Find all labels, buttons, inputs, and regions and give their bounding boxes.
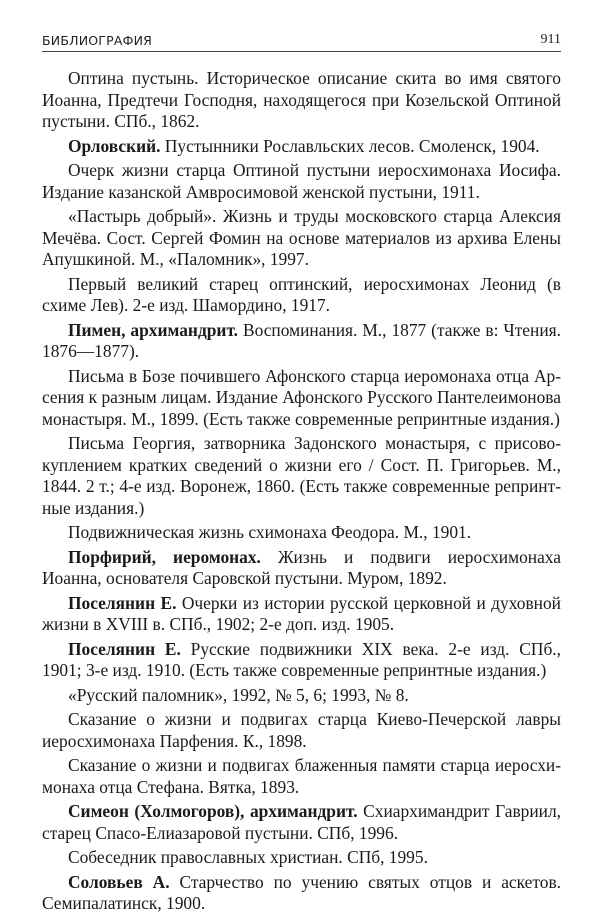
bibliography-entry [42,639,561,682]
entry-text: Очерк жизни старца Оптиной пустыни иеросхимонаха Иосифа. Издание казанской Амвросимовой женской пустыни, 1911. [42,160,561,202]
entry-text: Воспоминания. М., 1877 (также в: Чтения. 1876—1877). [42,319,561,361]
entry-author: Поселянин Е. [68,592,177,613]
bibliography-entry [42,547,561,590]
bibliography-entry [42,709,561,752]
bibliography-entry [42,872,561,915]
book-page [42,30,561,918]
entry-author: Соловьев А. [68,871,170,892]
entry-text: Русские подвижники XIX века. 2-е изд. СПб., 1901; 3-е изд. 1910. (Есть также современные репринтные издания.) [42,638,561,680]
entry-text: Жизнь и подвиги иеросхимонаха Иоанна, основателя Саровской пустыни. Муром, 1892. [42,546,561,588]
entry-text: Письма в Бозе почившего Афонского старца иеромонаха отца Арсения к разным лицам. Издание Афонского Русского Пантелеимонова монастыря. М., 1899. (Есть также современные репринтные издания.) [42,365,561,429]
bibliography-entry [42,274,561,317]
entry-text: Письма Георгия, затворника Задонского монастыря, с присовокуплением кратких сведений о жизни его / Сост. П. Григорьев. М., 1844. 2 т.; 4-е изд. Воронеж, 1860. (Есть также современные репринтные издания.) [42,433,561,518]
entry-author: Орловский. [68,135,161,156]
entry-text: Подвижническая жизнь схимонаха Феодора. М., 1901. [68,522,472,542]
entry-text: Оптина пустынь. Историческое описание скита во имя святого Иоанна, Предтечи Господня, находящегося при Козельской Оптиной пустыни. СПб., 1862. [42,68,561,131]
entry-author: Поселянин Е. [68,638,181,659]
entry-text: Старчество по учению святых отцов и аскетов. Семипалатинск, 1900. [42,871,562,913]
entry-author: Пимен, архимандрит. [68,319,239,340]
bibliography-entry [42,136,561,158]
bibliography-entry [42,755,561,798]
bibliography-entry [42,68,561,133]
entry-text: Собеседник православных христиан. СПб, 1995. [68,847,428,867]
bibliography-entry [42,366,561,431]
bibliography-list [42,68,561,915]
bibliography-entry [42,160,561,203]
entry-text: Сказание о жизни и подвигах старца Киево-Печерской лавры иеросхимонаха Парфения. К., 1898. [42,709,561,751]
entry-text: Сказание о жизни и подвигах блаженныя памяти старца иеросхимонаха отца Стефана. Вятка, 1893. [42,755,561,797]
bibliography-entry [42,847,561,869]
bibliography-entry [42,685,561,707]
bibliography-entry [42,522,561,544]
running-head [42,30,561,52]
entry-text: Схиархимандрит Гавриил, старец Спасо-Елиазаровой пустыни. СПб, 1996. [42,801,561,843]
bibliography-entry [42,801,561,844]
entry-text: Очерки из истории русской церковной и духовной жизни в XVIII в. СПб., 1902; 2-е доп. изд. 1905. [42,592,561,634]
entry-text: Пустынники Рославльских лесов. Смоленск, 1904. [160,135,540,156]
page-number: 911 [540,32,561,47]
entry-author: Симеон (Холмогоров), архимандрит. [68,801,358,821]
section-title: БИБЛИОГРАФИЯ [42,33,152,48]
bibliography-entry [42,593,561,636]
entry-author: Порфирий, иеромонах. [68,546,261,567]
entry-text: «Пастырь добрый». Жизнь и труды московского старца Алексия Мечёва. Сост. Сергей Фомин на основе материалов из архива Елены Апушкиной. М., «Паломник», 1997. [42,206,561,269]
bibliography-entry [42,433,561,519]
entry-text: Первый великий старец оптинский, иеросхимонах Леонид (в схиме Лев). 2-е изд. Шамордино, 1917. [42,273,561,315]
bibliography-entry [42,206,561,271]
bibliography-entry [42,320,561,363]
entry-text: «Русский паломник», 1992, № 5, 6; 1993, № 8. [68,684,409,705]
